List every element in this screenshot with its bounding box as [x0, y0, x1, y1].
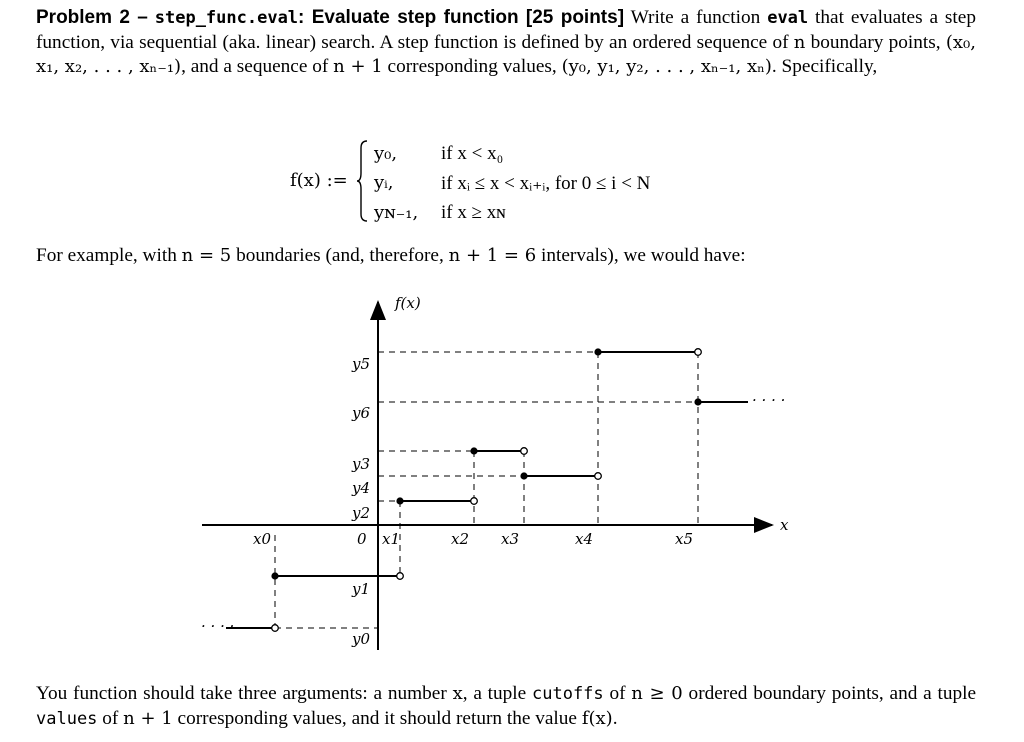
- closing-text-3: of: [609, 683, 626, 704]
- intro-text-4: , and a sequence of: [181, 56, 329, 77]
- closed-point-x3: [520, 472, 527, 479]
- x-tick-x2: x2: [451, 530, 470, 548]
- value-sequence: (y₀, y₁, y₂, . . . , xₙ₋₁, xₙ): [561, 56, 772, 77]
- piecewise-value-2: yɴ₋₁,: [374, 202, 419, 223]
- y-tick-y2: y2: [352, 504, 371, 522]
- function-name: step_func.eval: [154, 8, 299, 28]
- y-axis-label: f(x): [395, 294, 421, 312]
- left-brace: [356, 140, 368, 222]
- example-n1-eq: n + 1 = 6: [448, 245, 537, 266]
- n-symbol: n: [793, 31, 806, 53]
- closing-text-6: corresponding values, and it should return the value: [177, 707, 577, 729]
- y-tick-y6: y6: [352, 404, 371, 422]
- example-text-1: For example, with: [36, 245, 177, 266]
- open-point-x1: [397, 573, 404, 580]
- closing-n1: n + 1: [123, 707, 173, 729]
- y-tick-y4: y4: [352, 479, 371, 497]
- return-value: f(x): [581, 707, 613, 729]
- piecewise-cond-0: if x < x₀: [441, 143, 504, 164]
- closing-paragraph: [36, 682, 976, 731]
- piecewise-value-1: yᵢ,: [374, 172, 394, 193]
- problem-heading-suffix: : Evaluate step function [25 points]: [298, 7, 625, 28]
- guide-lines: [275, 352, 698, 628]
- open-point-x0: [272, 625, 279, 632]
- open-point-x2: [471, 498, 478, 505]
- closing-text-4: ordered boundary points, and a tuple: [688, 683, 977, 704]
- y-tick-y1: y1: [352, 580, 371, 598]
- intro-text-6: . Specifically,: [771, 56, 878, 77]
- closing-text-1: You function should take three arguments: a number: [36, 683, 447, 704]
- open-points: [272, 349, 702, 632]
- piecewise-cond-2: if x ≥ xɴ: [441, 202, 506, 223]
- x-axis-label: x: [780, 516, 789, 534]
- open-point-x5: [695, 349, 702, 356]
- eval-keyword: eval: [767, 8, 809, 28]
- intro-text-2: that evaluates a step function, via sequential (aka. linear) search. A step function is defined by an ordered sequence of: [36, 7, 976, 53]
- x-tick-x3: x3: [501, 530, 520, 548]
- example-n-eq: n = 5: [181, 245, 232, 266]
- arg-x: x: [452, 683, 463, 704]
- closing-text-7: .: [612, 707, 618, 729]
- piecewise-lhs: f(x) :=: [290, 170, 348, 191]
- n-plus-one: n + 1: [333, 56, 383, 77]
- y-tick-y5: y5: [352, 355, 371, 373]
- step-function-plot: [0, 280, 1024, 670]
- closed-points: [271, 348, 701, 579]
- example-sentence: [36, 244, 976, 269]
- intro-text-3: boundary points,: [810, 31, 941, 53]
- intro-text-5: corresponding values,: [387, 56, 557, 77]
- open-point-x3: [521, 448, 528, 455]
- problem-statement: [36, 6, 976, 80]
- x-tick-x5: x5: [675, 530, 694, 548]
- closed-point-x2: [470, 447, 477, 454]
- cond-n: n ≥ 0: [631, 683, 683, 704]
- problem-heading-prefix: Problem 2 –: [36, 7, 148, 28]
- x-tick-x1: x1: [382, 530, 401, 548]
- closed-point-x4: [594, 348, 601, 355]
- piecewise-value-0: y₀,: [374, 143, 398, 164]
- example-text-3: intervals), we would have:: [541, 245, 746, 266]
- y-tick-y0: y0: [352, 630, 371, 648]
- closed-point-x0: [271, 572, 278, 579]
- closed-point-x1: [396, 497, 403, 504]
- arg-values: values: [36, 708, 98, 729]
- step-segments: [226, 352, 748, 628]
- x-tick-x0: x0: [253, 530, 272, 548]
- right-ellipsis: · · · ·: [752, 391, 786, 409]
- piecewise-cond-1: if xᵢ ≤ x < xᵢ₊ᵢ, for 0 ≤ i < N: [441, 173, 651, 194]
- closing-text-5: of: [102, 707, 119, 729]
- intro-text-1: Write a function: [630, 7, 761, 28]
- arg-cutoffs: cutoffs: [532, 684, 604, 704]
- closed-point-x5: [694, 398, 701, 405]
- open-point-x4: [595, 473, 602, 480]
- closing-text-2: , a tuple: [462, 683, 527, 704]
- x-tick-x4: x4: [575, 530, 594, 548]
- left-ellipsis: · · · ·: [201, 617, 235, 635]
- boundary-sequence: (x₀, x₁, x₂, . . . , xₙ₋₁): [36, 31, 976, 77]
- origin-label: 0: [357, 530, 367, 548]
- y-tick-y3: y3: [352, 455, 371, 473]
- example-text-2: boundaries (and, therefore,: [236, 245, 444, 266]
